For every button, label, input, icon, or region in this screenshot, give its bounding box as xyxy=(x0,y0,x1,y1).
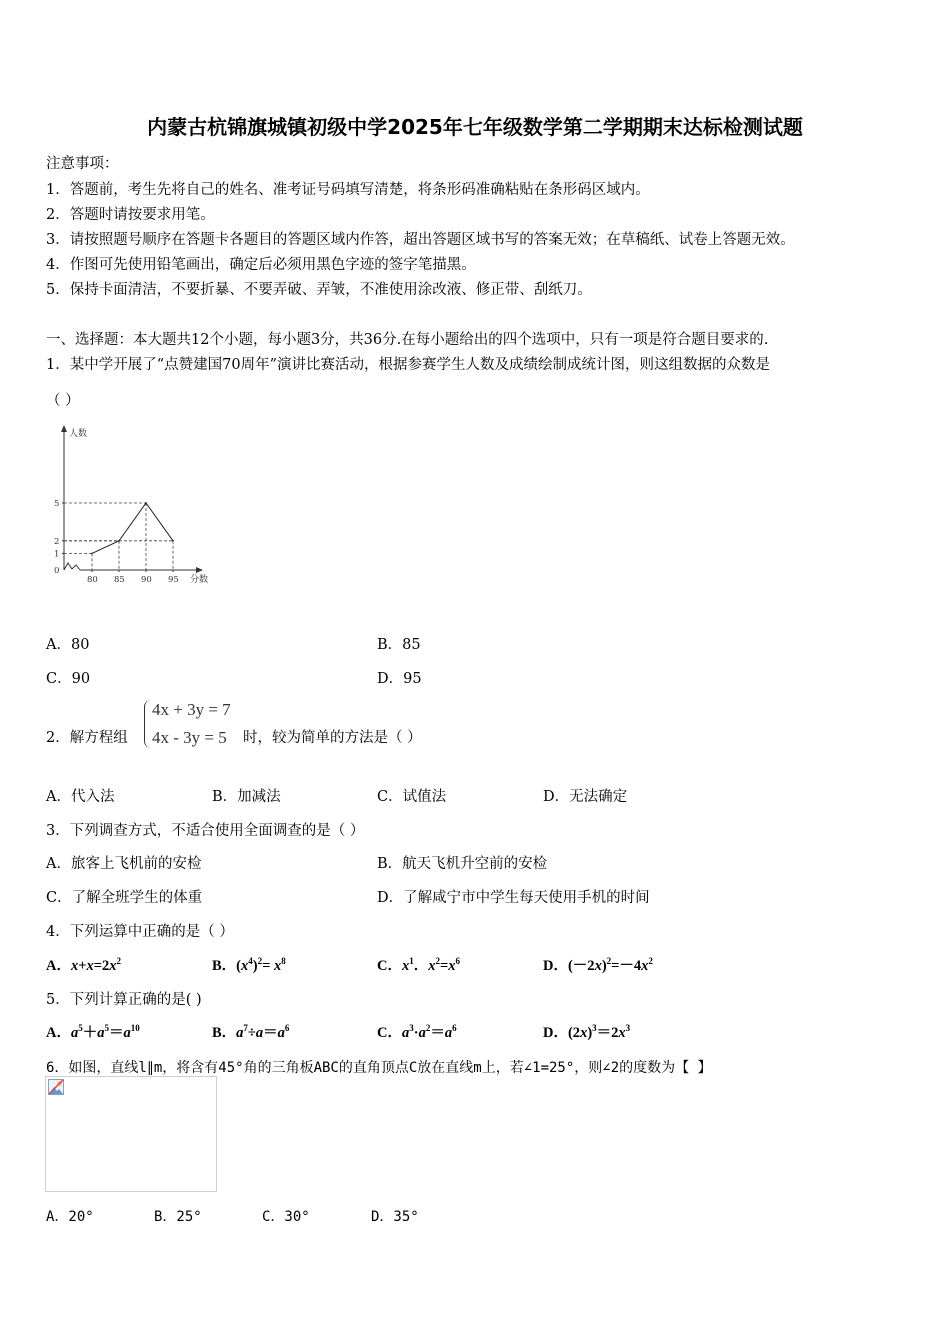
q2-option-d: D．无法确定 xyxy=(543,789,628,805)
y-axis-label: 人数 xyxy=(69,429,88,439)
question-2-stem: 2．解方程组 xyxy=(46,730,128,746)
q5-option-c: C．$a^3\cdot a^2=a^6$ xyxy=(377,1023,457,1041)
notice-heading: 注意事项： xyxy=(46,156,119,172)
x-axis-arrow xyxy=(196,567,203,573)
y-tick-label: 5 xyxy=(54,499,60,509)
notice-item: 2．答题时请按要求用笔。 xyxy=(46,207,215,223)
data-point xyxy=(118,540,120,542)
y-tick-label: 0 xyxy=(54,566,60,576)
equation-1: 4x + 3y = 7 xyxy=(152,700,231,719)
q3-option-d: D．了解咸宁市中学生每天使用手机的时间 xyxy=(377,890,650,906)
x-tick-label: 85 xyxy=(114,575,125,585)
notice-item: 1．答题前，考生先将自己的姓名、准考证号码填写清楚，将条形码准确粘贴在条形码区域内。 xyxy=(46,182,650,198)
q6-option-c: C．30° xyxy=(262,1209,310,1225)
q4-option-a: A．$x+x=2x^2$ xyxy=(46,956,122,974)
page-title: 内蒙古杭锦旗城镇初级中学2025年七年级数学第二学期期末达标检测试题 xyxy=(147,115,803,139)
axis-break xyxy=(64,563,80,570)
q6-option-b: B．25° xyxy=(154,1209,202,1225)
series-line xyxy=(92,503,173,553)
q1-option-b: B．85 xyxy=(377,637,421,653)
q4-option-b: B．$(x^4)^2= x^8$ xyxy=(212,956,286,974)
q4-option-d: D．$(-2x)^2=-4x^2$ xyxy=(543,956,653,974)
question-2-stem-tail: 时，较为简单的方法是（ ） xyxy=(243,730,422,746)
q4-option-c: C．$x^1$．$x^2=x^6$ xyxy=(377,956,460,974)
q6-figure-placeholder xyxy=(45,1076,217,1192)
q1-option-d: D．95 xyxy=(377,671,422,687)
q2-option-b: B．加减法 xyxy=(212,789,281,805)
question-6-stem: 6．如图，直线l∥m，将含有45°角的三角板ABC的直角顶点C放在直线m上，若∠1=25°，则∠2的度数为【 】 xyxy=(46,1060,712,1076)
x-tick-label: 80 xyxy=(87,575,98,585)
data-point xyxy=(172,540,174,542)
question-4-stem: 4．下列运算中正确的是（ ） xyxy=(46,924,234,940)
q3-option-a: A．旅客上飞机前的安检 xyxy=(46,856,202,872)
x-axis-label: 分数 xyxy=(190,575,209,585)
question-1-stem: 1．某中学开展了“点赞建国70周年”演讲比赛活动，根据参赛学生人数及成绩绘制成统计图，则这组数据的众数是 xyxy=(46,357,770,373)
broken-image-icon xyxy=(48,1079,64,1095)
q5-option-d: D．$(2x)^3=2x^3$ xyxy=(543,1023,631,1041)
question-5-stem: 5．下列计算正确的是( ) xyxy=(46,992,202,1008)
q1-option-a: A．80 xyxy=(46,637,90,653)
y-tick-label: 2 xyxy=(54,536,60,547)
data-point xyxy=(91,553,93,555)
question-3-stem: 3．下列调查方式，不适合使用全面调查的是（ ） xyxy=(46,823,365,839)
question-1-paren: （ ） xyxy=(46,393,80,409)
data-point xyxy=(145,502,147,504)
x-tick-label: 95 xyxy=(168,575,179,585)
notice-item: 5．保持卡面清洁，不要折暴、不要弄破、弄皱，不准使用涂改液、修正带、刮纸刀。 xyxy=(46,282,592,298)
q2-option-a: A．代入法 xyxy=(46,789,115,805)
q6-option-a: A．20° xyxy=(46,1209,94,1225)
q3-option-b: B．航天飞机升空前的安检 xyxy=(377,856,548,872)
q1-line-chart xyxy=(50,422,220,587)
notice-item: 3．请按照题号顺序在答题卡各题目的答题区域内作答，超出答题区域书写的答案无效；在草稿纸、试卷上答题无效。 xyxy=(46,232,795,248)
q5-option-b: B．$a^7\div a=a^6$ xyxy=(212,1023,290,1041)
section-heading: 一、选择题：本大题共12个小题，每小题3分，共36分.在每小题给出的四个选项中，只有一项是符合题目要求的. xyxy=(46,332,769,348)
equation-brace xyxy=(144,700,152,748)
y-tick-label: 1 xyxy=(54,549,60,560)
x-tick-label: 90 xyxy=(141,575,152,585)
y-axis-arrow xyxy=(61,425,67,432)
notice-item: 4．作图可先使用铅笔画出，确定后必须用黑色字迹的签字笔描黑。 xyxy=(46,257,476,273)
q5-option-a: A．$a^5+a^5=a^{10}$ xyxy=(46,1023,140,1041)
q6-option-d: D．35° xyxy=(371,1209,419,1225)
q2-option-c: C．试值法 xyxy=(377,789,447,805)
q1-option-c: C．90 xyxy=(46,671,91,687)
equation-2: 4x - 3y = 5 xyxy=(152,728,227,747)
q3-option-c: C．了解全班学生的体重 xyxy=(46,890,203,906)
